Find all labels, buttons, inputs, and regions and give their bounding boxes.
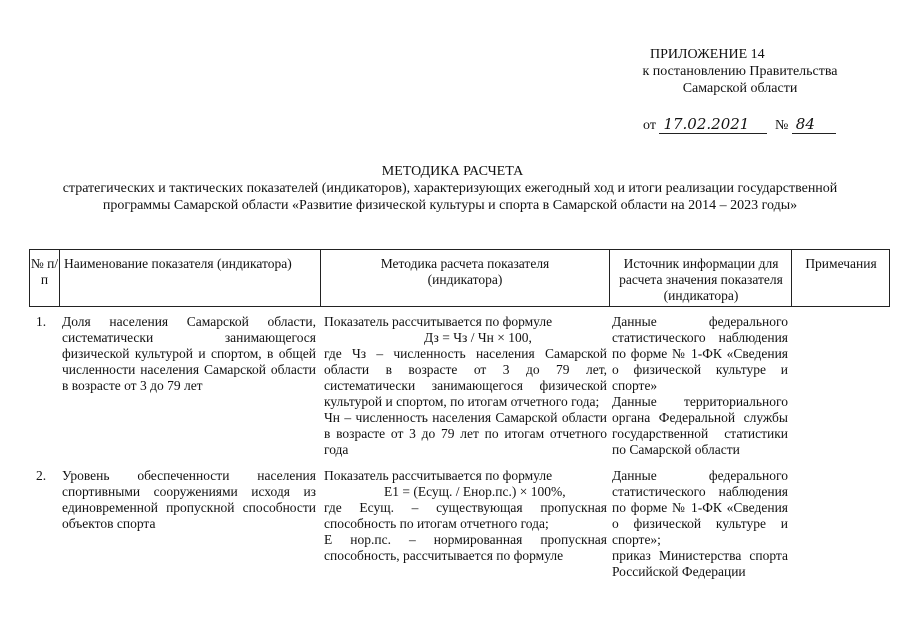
row-1-num: 1. — [36, 314, 47, 329]
row-2-method-line-1: где Eсущ. – существующая пропускная способность по итогам отчетного года; — [324, 500, 607, 531]
row-2-name: Уровень обеспеченности населения спортивными сооружениями исходя из единовременной пропускной способности объектов спорта — [62, 468, 316, 531]
table-divider-3 — [609, 249, 610, 306]
table-header-bottom-border — [29, 306, 890, 307]
row-2-source-line-2: приказ Министерства спорта Российской Федерации — [612, 548, 788, 579]
appendix-block — [590, 46, 890, 97]
row-2-method — [324, 468, 607, 564]
row-2-source — [612, 468, 788, 580]
table-divider-1 — [59, 249, 60, 306]
header-name: Наименование показателя (индикатора) — [64, 256, 292, 271]
appendix-decree: к постановлению Правительства — [642, 64, 838, 79]
table-divider-2 — [320, 249, 321, 306]
row-1-method — [324, 314, 607, 458]
row-1-method-line-2: Чн – численность населения Самарской области в возрасте от 3 до 79 лет по итогам отчетного года — [324, 410, 607, 457]
header-notes: Примечания — [805, 256, 877, 271]
row-1-method-intro: Показатель рассчитывается по формуле — [324, 314, 553, 329]
row-1-formula: Дз = Чз / Чн × 100, — [424, 330, 532, 345]
header-method: Методика расчета показателя (индикатора) — [380, 256, 550, 287]
table-border-right — [889, 249, 890, 306]
row-2-method-intro: Показатель рассчитывается по формуле — [324, 468, 553, 483]
row-2-source-line-1: Данные федерального статистического наблюдения по форме № 1-ФК «Сведения о физической культуре и спорте»; — [612, 468, 788, 547]
document-title: МЕТОДИКА РАСЧЕТА — [381, 164, 524, 179]
row-1-source — [612, 314, 788, 458]
row-1-source-line-2: Данные территориального органа Федеральной службы государственной статистики по Самарской области — [612, 394, 788, 457]
table-top-border — [29, 249, 890, 250]
row-2-formula: E1 = (Eсущ. / Eнор.пс.) × 100%, — [384, 484, 566, 499]
header-source: Источник информации для расчета значения показателя (индикатора) — [619, 256, 783, 303]
appendix-number: ПРИЛОЖЕНИЕ 14 — [650, 47, 765, 62]
appendix-region: Самарской области — [682, 81, 798, 96]
table-divider-4 — [791, 249, 792, 306]
number-label: № — [774, 118, 789, 133]
row-2-num: 2. — [36, 468, 47, 483]
from-label: от — [643, 118, 656, 133]
row-1-method-line-1: где Чз – численность населения Самарской области в возрасте от 3 до 79 лет, систематически занимающегося физической культурой и спортом, по итогам отчетного года; — [324, 346, 607, 409]
document-subtitle: стратегических и тактических показателей (индикаторов), характеризующих ежегодный ход и итоги реализации государственной программы Самарской области «Развитие физической культуры и спорта в Самарской области на 2014 – 2023 годы» — [62, 181, 838, 213]
handwritten-date: 17.02.2021 — [659, 115, 767, 134]
handwritten-number: 84 — [792, 115, 836, 134]
header-num: № п/п — [30, 256, 59, 287]
decree-date-number — [643, 115, 836, 134]
row-2-method-line-2: E нор.пс. – нормированная пропускная способность, рассчитывается по формуле — [324, 532, 607, 563]
row-1-name: Доля населения Самарской области, систематически занимающегося физической культурой и спортом, в общей численности населения Самарской области в возрасте от 3 до 79 лет — [62, 314, 316, 393]
row-1-source-line-1: Данные федерального статистического наблюдения по форме № 1-ФК «Сведения о физической культуре и спорте» — [612, 314, 788, 393]
